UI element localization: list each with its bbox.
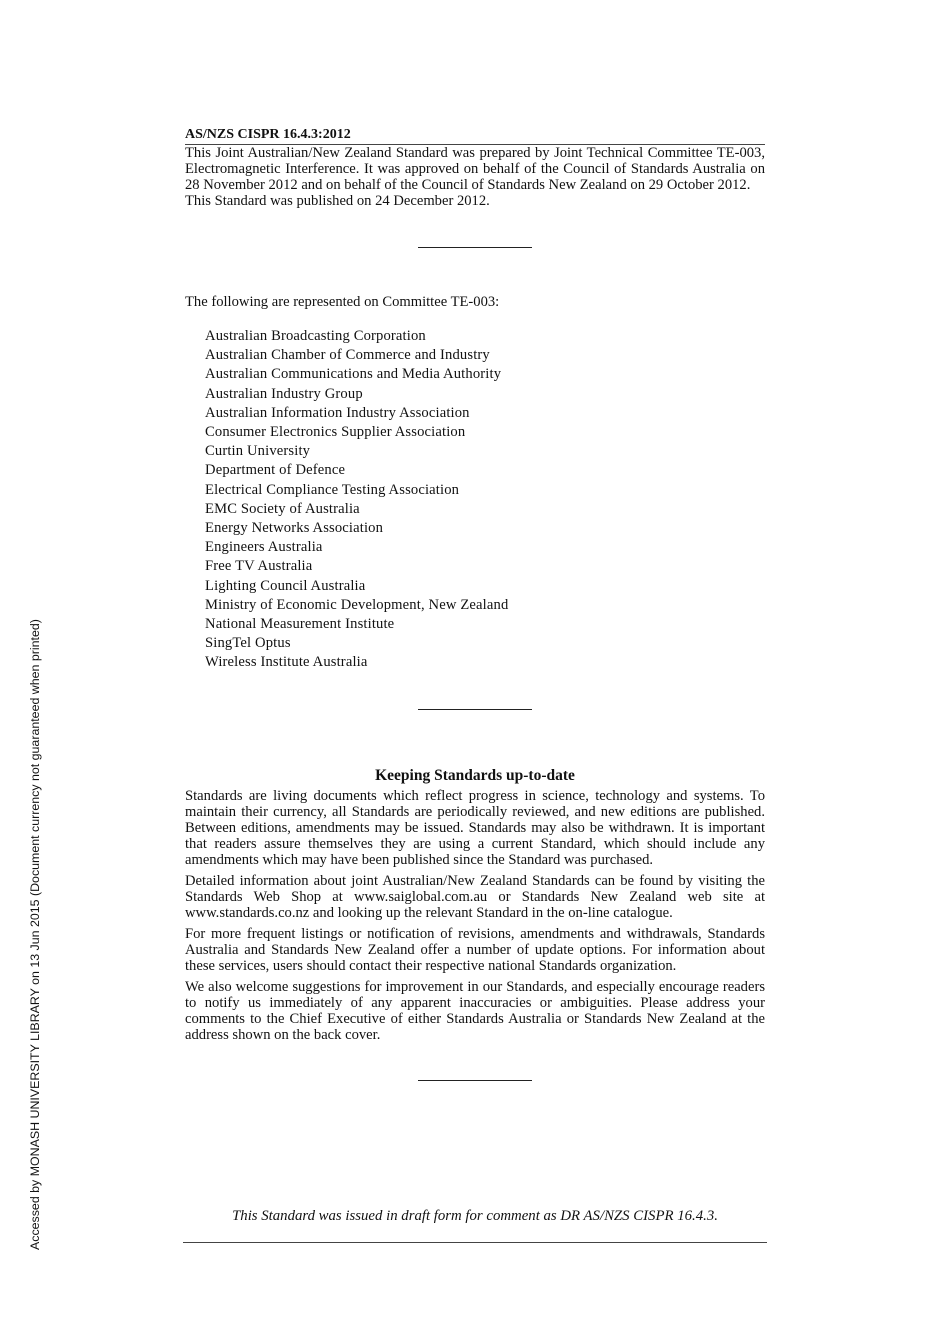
section-divider <box>418 1080 532 1081</box>
body-paragraph: Detailed information about joint Australian/New Zealand Standards can be found by visiting the Standards Web Shop at www.saiglobal.com.au or Standards New Zealand web site at www.standards.co.nz and looking up the relevant Standard in the on-line catalogue. <box>185 872 765 921</box>
body-paragraph: Standards are living documents which reflect progress in science, technology and systems. To maintain their currency, all Standards are periodically reviewed, and new editions are published. Between editions, amendments may be issued. Standards may also be withdrawn. It is important that readers assure themselves they are using a current Standard, which should include any amendments which may have been published since the Standard was purchased. <box>185 787 765 868</box>
section-divider <box>418 709 532 710</box>
publication-date: This Standard was published on 24 December 2012. <box>185 193 490 209</box>
draft-note: This Standard was issued in draft form for comment as DR AS/NZS CISPR 16.4.3. <box>232 1208 718 1224</box>
committee-member: Australian Broadcasting Corporation <box>205 328 426 344</box>
document-body <box>185 126 765 1081</box>
committee-member: Engineers Australia <box>205 539 323 556</box>
committee-member: Energy Networks Association <box>205 520 384 537</box>
committee-member-list <box>185 327 765 673</box>
body-paragraph: For more frequent listings or notification of revisions, amendments and withdrawals, Standards Australia and Standards New Zealand offer a number of update options. For information about these services, users should contact their respective national Standards organization. <box>185 925 765 974</box>
section-divider <box>418 247 532 248</box>
committee-member: Australian Information Industry Association <box>205 404 470 421</box>
preparation-paragraph: This Joint Australian/New Zealand Standard was prepared by Joint Technical Committee TE-003, Electromagnetic Interference. It was approved on behalf of the Council of Standards Australia on 28 November 2012 and on behalf of the Council of Standards New Zealand on 29 October 2012. <box>185 145 765 193</box>
committee-member: Wireless Institute Australia <box>205 654 368 671</box>
committee-member: Lighting Council Australia <box>205 577 366 594</box>
committee-member: SingTel Optus <box>205 635 291 652</box>
committee-member: Electrical Compliance Testing Association <box>205 481 460 498</box>
committee-member: Australian Chamber of Commerce and Industry <box>205 347 490 364</box>
access-watermark: Accessed by MONASH UNIVERSITY LIBRARY on 13 Jun 2015 (Document currency not guaranteed when printed) <box>28 619 42 1250</box>
committee-intro: The following are represented on Committee TE-003: <box>185 294 500 310</box>
committee-member: Ministry of Economic Development, New Zealand <box>205 596 509 613</box>
committee-member: Australian Communications and Media Authority <box>205 366 502 383</box>
section-heading-keeping-up-to-date: Keeping Standards up-to-date <box>375 766 575 784</box>
footer-rule <box>183 1242 767 1243</box>
committee-member: Curtin University <box>205 443 311 460</box>
committee-member: EMC Society of Australia <box>205 500 360 517</box>
committee-member: Consumer Electronics Supplier Association <box>205 424 466 441</box>
committee-member: National Measurement Institute <box>205 616 395 633</box>
committee-member: Department of Defence <box>205 462 346 479</box>
standard-identifier: AS/NZS CISPR 16.4.3:2012 <box>185 126 765 145</box>
committee-member: Australian Industry Group <box>205 385 363 402</box>
body-paragraph: We also welcome suggestions for improvement in our Standards, and especially encourage readers to notify us immediately of any apparent inaccuracies or ambiguities. Please address your comments to the Chief Executive of either Standards Australia or Standards New Zealand at the address shown on the back cover. <box>185 978 765 1043</box>
committee-member: Free TV Australia <box>205 558 313 575</box>
